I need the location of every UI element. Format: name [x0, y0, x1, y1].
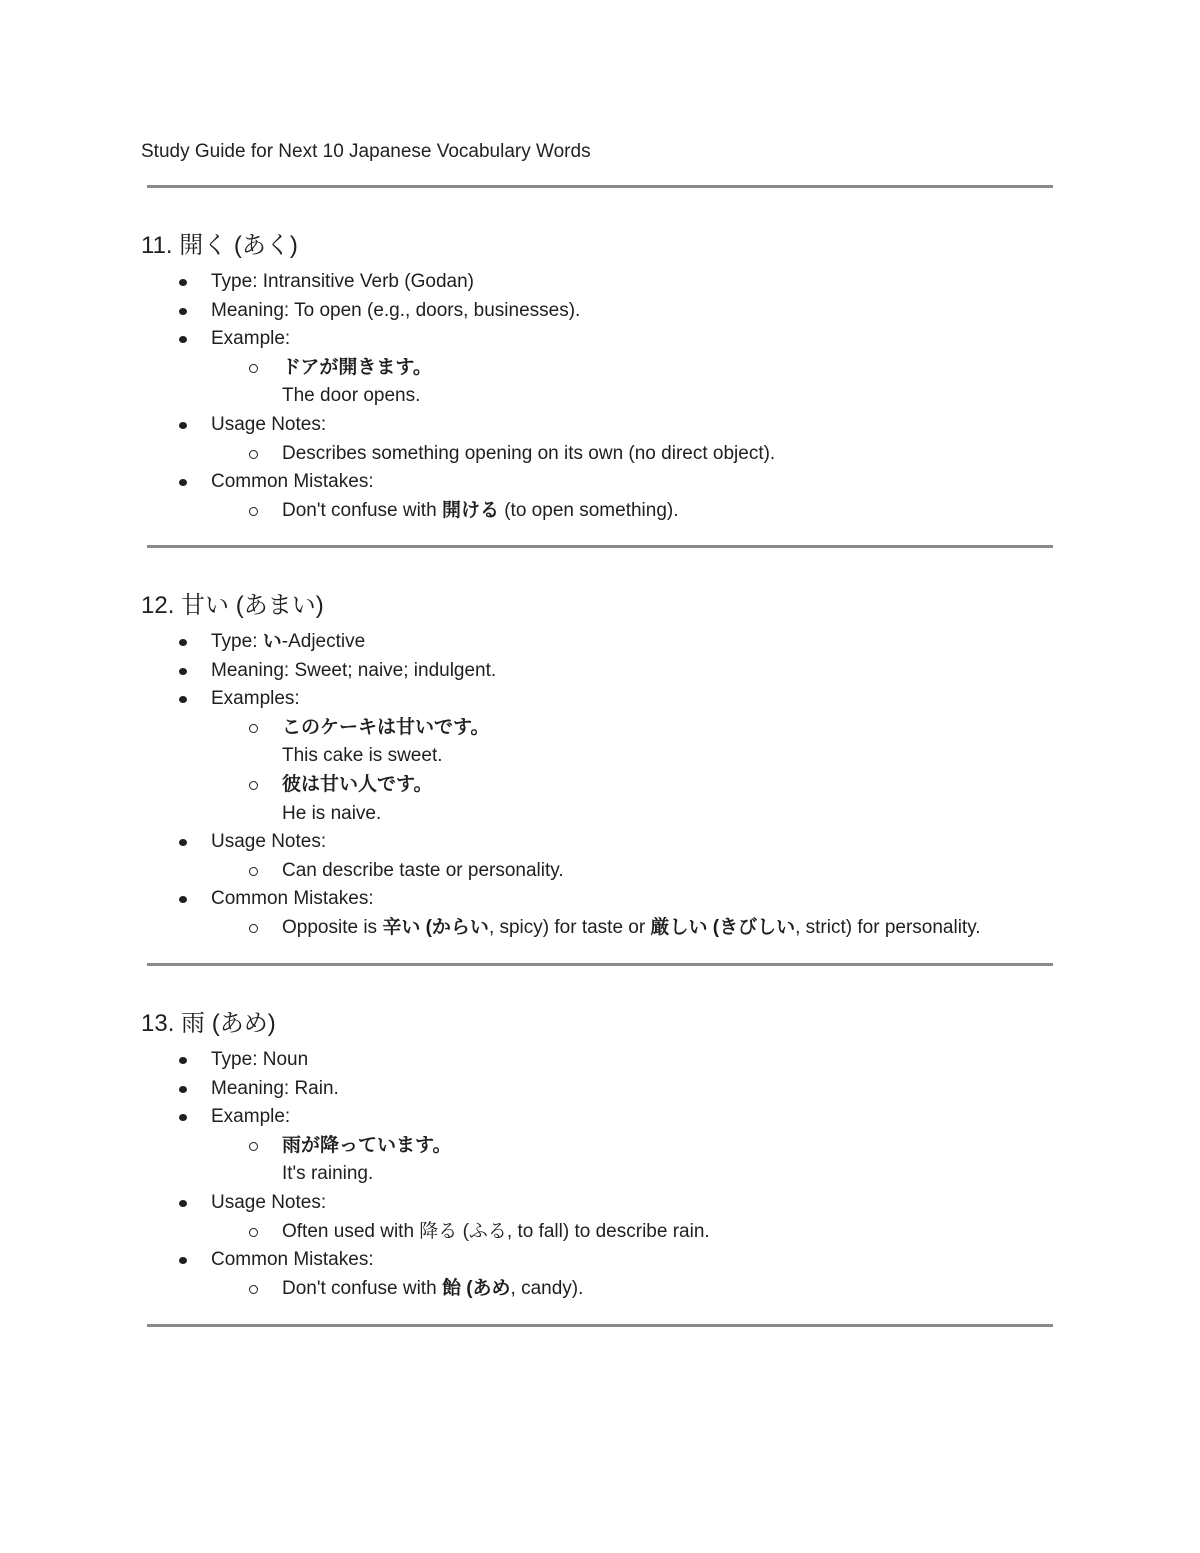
entry-heading: 11. 開く (あく): [141, 232, 298, 259]
example-translation: He is naive.: [282, 802, 382, 824]
usage-japanese: 降る (ふる: [419, 1220, 507, 1242]
divider: [147, 185, 1053, 188]
usage-note: Describes something opening on its own (no direct object).: [141, 440, 1101, 469]
example-translation: This cake is sweet.: [282, 745, 443, 767]
usage-note: [141, 1218, 1101, 1247]
mistake-note: [141, 914, 1101, 943]
mistake-text-end: , candy).: [510, 1277, 584, 1299]
common-mistakes-item: Common Mistakes:: [141, 468, 1101, 497]
mistake-japanese-2: 厳しい (きびしい: [650, 916, 796, 938]
example-sentence: [141, 714, 1101, 771]
example-translation: The door opens.: [282, 385, 421, 407]
type-item: Type: Noun: [141, 1046, 1101, 1075]
meaning-item: Meaning: Rain.: [141, 1075, 1101, 1104]
mistake-text: Opposite is: [282, 916, 383, 938]
mistake-text-end: (to open something).: [498, 499, 679, 521]
example-item: Example:: [141, 1103, 1101, 1132]
type-item: Type: Intransitive Verb (Godan): [141, 268, 1101, 297]
example-item: Examples:: [141, 685, 1101, 714]
entry-heading: 12. 甘い (あまい): [141, 592, 324, 619]
usage-text-end: , to fall) to describe rain.: [506, 1220, 710, 1242]
mistake-note: [141, 497, 1101, 526]
divider: [147, 1324, 1053, 1327]
type-item: [141, 628, 1101, 657]
usage-notes-item: Usage Notes:: [141, 411, 1101, 440]
entry-details: [141, 628, 1101, 943]
common-mistakes-item: Common Mistakes:: [141, 885, 1101, 914]
example-japanese: 雨が降っています。: [282, 1134, 452, 1156]
entry-details: [141, 268, 1101, 525]
document-title: Study Guide for Next 10 Japanese Vocabulary Words: [141, 141, 591, 162]
mistake-japanese: 辛い (からい: [382, 916, 489, 938]
type-japanese: い: [262, 631, 282, 652]
example-japanese: ドアが開きます。: [282, 356, 432, 378]
divider: [147, 963, 1053, 966]
example-sentence: [141, 354, 1101, 411]
mistake-note: [141, 1275, 1101, 1304]
vocab-entry-13: [141, 1008, 1101, 1303]
meaning-item: Meaning: Sweet; naive; indulgent.: [141, 657, 1101, 686]
mistake-text-middle: , spicy) for taste or: [488, 916, 651, 938]
example-japanese: このケーキは甘いです。: [282, 716, 490, 738]
mistake-text: Don't confuse with: [282, 499, 442, 521]
type-text-end: -Adjective: [281, 631, 366, 652]
usage-note: Can describe taste or personality.: [141, 857, 1101, 886]
mistake-text-end: , strict) for personality.: [795, 916, 981, 938]
meaning-item: Meaning: To open (e.g., doors, businesses).: [141, 297, 1101, 326]
mistake-japanese: 開ける: [441, 499, 499, 521]
example-sentence: [141, 1132, 1101, 1189]
entry-heading: 13. 雨 (あめ): [141, 1010, 276, 1037]
mistake-japanese: 飴 (あめ: [441, 1277, 511, 1299]
entry-details: [141, 1046, 1101, 1303]
common-mistakes-item: Common Mistakes:: [141, 1246, 1101, 1275]
usage-notes-item: Usage Notes:: [141, 828, 1101, 857]
divider: [147, 545, 1053, 548]
usage-text: Often used with: [282, 1220, 420, 1242]
vocab-entry-11: [141, 230, 1101, 525]
example-item: Example:: [141, 325, 1101, 354]
type-text: Type:: [211, 631, 263, 652]
vocab-entry-12: [141, 590, 1101, 943]
example-japanese: 彼は甘い人です。: [282, 773, 433, 795]
example-sentence: [141, 771, 1101, 828]
mistake-text: Don't confuse with: [282, 1277, 442, 1299]
usage-notes-item: Usage Notes:: [141, 1189, 1101, 1218]
example-translation: It's raining.: [282, 1163, 374, 1185]
